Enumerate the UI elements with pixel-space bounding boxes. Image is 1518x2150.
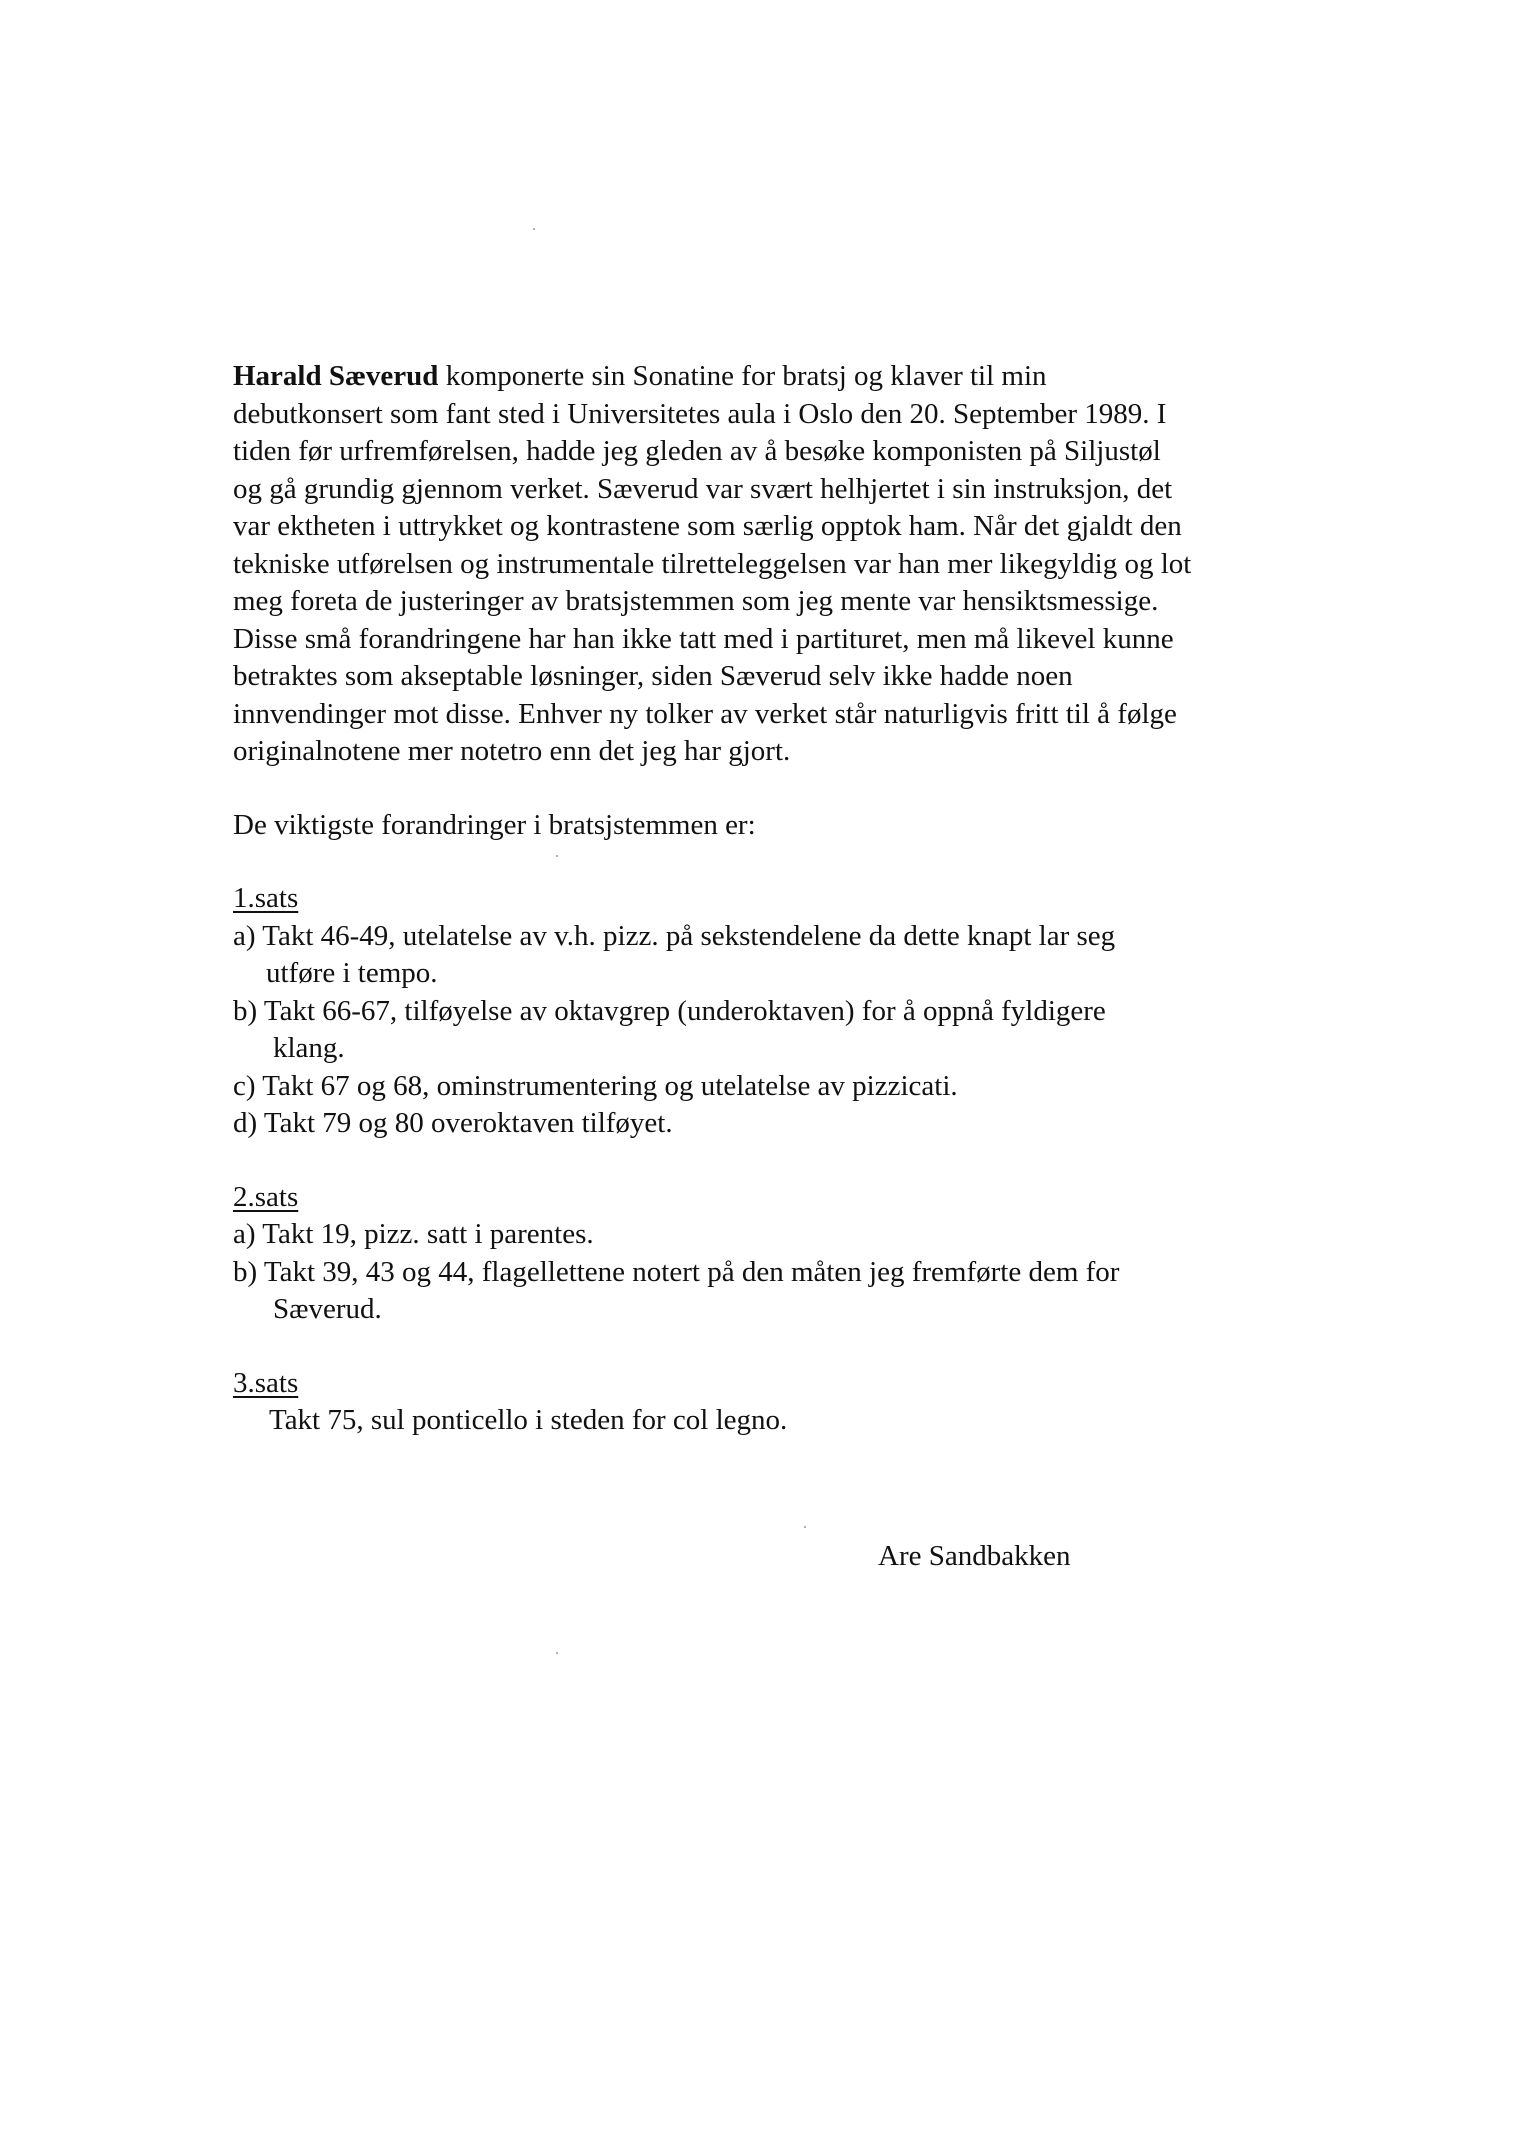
paragraph-line: meg foreta de justeringer av bratsjstemmen som jeg mente var hensiktsmessige.: [233, 585, 1159, 617]
main-paragraph: [233, 358, 1273, 771]
signature: Are Sandbakken: [878, 1540, 1071, 1572]
paragraph-line: originalnotene mer notetro enn det jeg har gjort.: [233, 735, 791, 767]
list-item: [233, 1254, 1273, 1329]
list-item-text: Takt 75, sul ponticello i steden for col legno.: [269, 1404, 788, 1436]
paragraph-line: tekniske utførelsen og instrumentale tilretteleggelsen var han mer likegyldig og lot: [233, 547, 1192, 580]
list-item: [233, 1216, 1273, 1254]
paragraph-line: innvendinger mot disse. Enhver ny tolker av verket står naturligvis fritt til å følge: [233, 697, 1177, 730]
list-item-text: d) Takt 79 og 80 overoktaven tilføyet.: [233, 1107, 673, 1139]
list-item: [233, 1068, 1273, 1106]
list-item-continuation: klang.: [273, 1032, 345, 1064]
list-item: [233, 918, 1273, 993]
paragraph-line: og gå grundig gjennom verket. Sæverud var svært helhjertet i sin instruksjon, det: [233, 472, 1173, 505]
paragraph-line-0-rest: komponerte sin Sonatine for bratsj og klaver til min: [438, 360, 1047, 392]
scan-speck: [533, 228, 535, 230]
section-heading: 1.sats: [233, 882, 299, 914]
letter-body: [233, 358, 1273, 1440]
section-heading: 2.sats: [233, 1180, 299, 1213]
paragraph-line: tiden før urfremførelsen, hadde jeg gleden av å besøke komponisten på Siljustøl: [233, 435, 1161, 467]
list-item: [233, 1105, 1273, 1143]
scan-speck: [804, 1526, 806, 1528]
composer-name: Harald Sæverud: [233, 360, 439, 392]
section-sats-2: [233, 1179, 1273, 1329]
paragraph-line-0: [233, 358, 1273, 396]
list-item: [233, 993, 1273, 1068]
paragraph-line: betraktes som akseptable løsninger, siden Sæverud selv ikke hadde noen: [233, 660, 1073, 692]
list-item-continuation: utføre i tempo.: [266, 957, 438, 989]
section-sats-3: [233, 1365, 1273, 1440]
list-item-text: a) Takt 19, pizz. satt i parentes.: [233, 1218, 594, 1250]
list-item-text: c) Takt 67 og 68, ominstrumentering og utelatelse av pizzicati.: [233, 1069, 958, 1102]
scan-speck: [556, 855, 558, 857]
paragraph-line: debutkonsert som fant sted i Universitetes aula i Oslo den 20. September 1989. I: [233, 397, 1167, 430]
section-sats-1: [233, 880, 1273, 1143]
list-item-continuation: Sæverud.: [273, 1293, 382, 1325]
scan-speck: [556, 1652, 558, 1654]
list-item-text: b) Takt 66-67, tilføyelse av oktavgrep (underoktaven) for å oppnå fyldigere: [233, 994, 1106, 1027]
paragraph-line: Disse små forandringene har han ikke tatt med i partituret, men må likevel kunne: [233, 622, 1174, 655]
changes-intro: De viktigste forandringer i bratsjstemmen er:: [233, 808, 756, 841]
list-item-text: a) Takt 46-49, utelatelse av v.h. pizz. på sekstendelene da dette knapt lar seg: [233, 919, 1116, 952]
paragraph-line: var ektheten i uttrykket og kontrastene som særlig opptok ham. Når det gjaldt den: [233, 510, 1182, 542]
section-heading: 3.sats: [233, 1366, 299, 1399]
list-item-text: b) Takt 39, 43 og 44, flagellettene notert på den måten jeg fremførte dem for: [233, 1255, 1120, 1288]
